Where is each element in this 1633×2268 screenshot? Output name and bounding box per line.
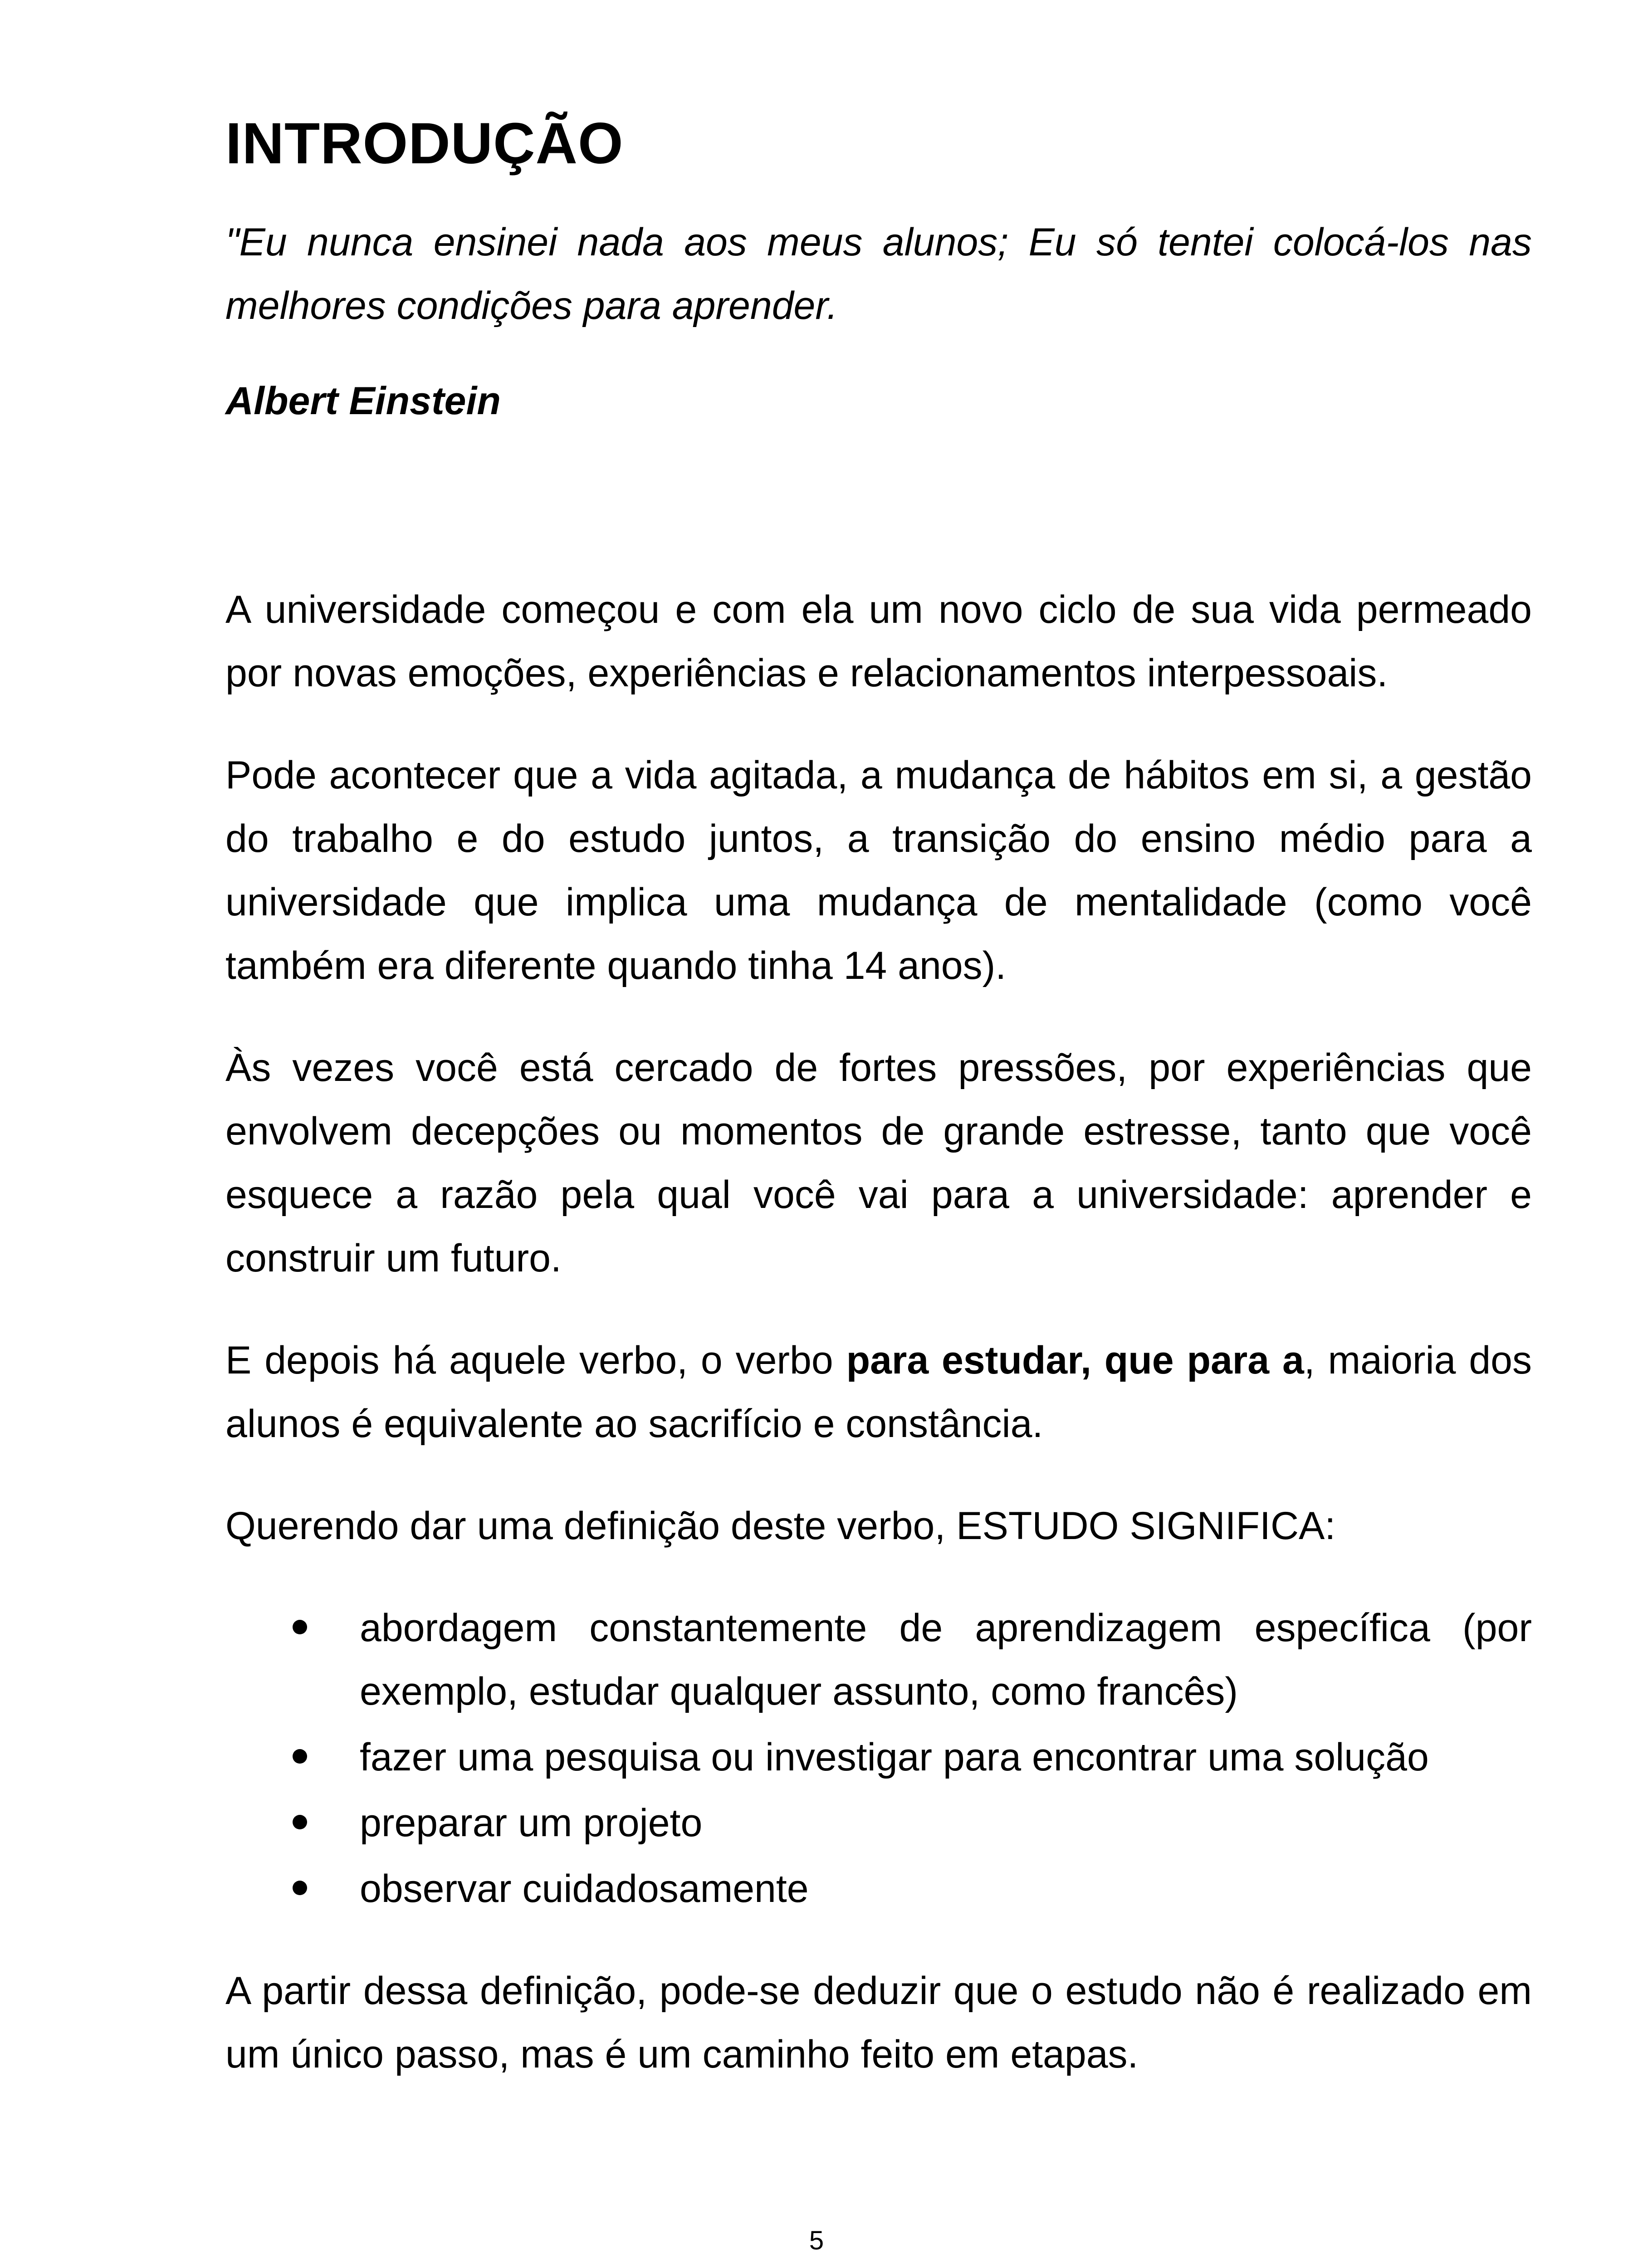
- definition-list: [225, 1596, 1532, 1921]
- list-item: [225, 1725, 1532, 1789]
- epigraph-author: Albert Einstein: [225, 379, 501, 423]
- list-item: [225, 1857, 1532, 1921]
- page-number: 5: [809, 2226, 824, 2255]
- section-heading: INTRODUÇÃO: [225, 111, 624, 176]
- bullet-icon: [293, 1749, 307, 1764]
- paragraph-4-text-after: , maioria dos alunos é equivalente ao sacrifício e constância.: [225, 1338, 1532, 1446]
- bullet-icon: [293, 1881, 307, 1895]
- paragraph-1: A universidade começou e com ela um novo ciclo de sua vida permeado por novas emoções, experiências e relacionamentos interpessoais.: [225, 587, 1532, 695]
- paragraph-2: Pode acontecer que a vida agitada, a mudança de hábitos em si, a gestão do trabalho e do estudo juntos, a transição do ensino médio para a universidade que implica uma mudança de mentalidade (como você também era diferente quando tinha 14 anos).: [225, 753, 1532, 987]
- paragraph-4-bold-text: para estudar, que para a: [846, 1338, 1304, 1382]
- paragraph-5: Querendo dar uma definição deste verbo, ESTUDO SIGNIFICA:: [225, 1504, 1336, 1548]
- list-item-text: abordagem constantemente de aprendizagem específica (por exemplo, estudar qualquer assunto, como francês): [360, 1606, 1532, 1713]
- paragraph-4: [225, 1329, 1532, 1456]
- list-item-text: fazer uma pesquisa ou investigar para encontrar uma solução: [360, 1735, 1429, 1779]
- epigraph-quote: "Eu nunca ensinei nada aos meus alunos; Eu só tentei colocá-los nas melhores condições para aprender.: [225, 220, 1532, 327]
- list-item: [225, 1596, 1532, 1723]
- bullet-icon: [293, 1620, 307, 1634]
- bullet-icon: [293, 1815, 307, 1829]
- paragraph-4-text-before: E depois há aquele verbo, o verbo: [225, 1338, 846, 1382]
- list-item: [225, 1791, 1532, 1855]
- page-content: [225, 109, 1532, 2086]
- paragraph-3: Às vezes você está cercado de fortes pressões, por experiências que envolvem decepções ou momentos de grande estresse, tanto que você esquece a razão pela qual você vai para a universidade: aprender e construir um futuro.: [225, 1046, 1532, 1280]
- list-item-text: observar cuidadosamente: [360, 1867, 809, 1911]
- list-item-text: preparar um projeto: [360, 1801, 703, 1845]
- paragraph-6: A partir dessa definição, pode-se deduzir que o estudo não é realizado em um único passo, mas é um caminho feito em etapas.: [225, 1969, 1532, 2076]
